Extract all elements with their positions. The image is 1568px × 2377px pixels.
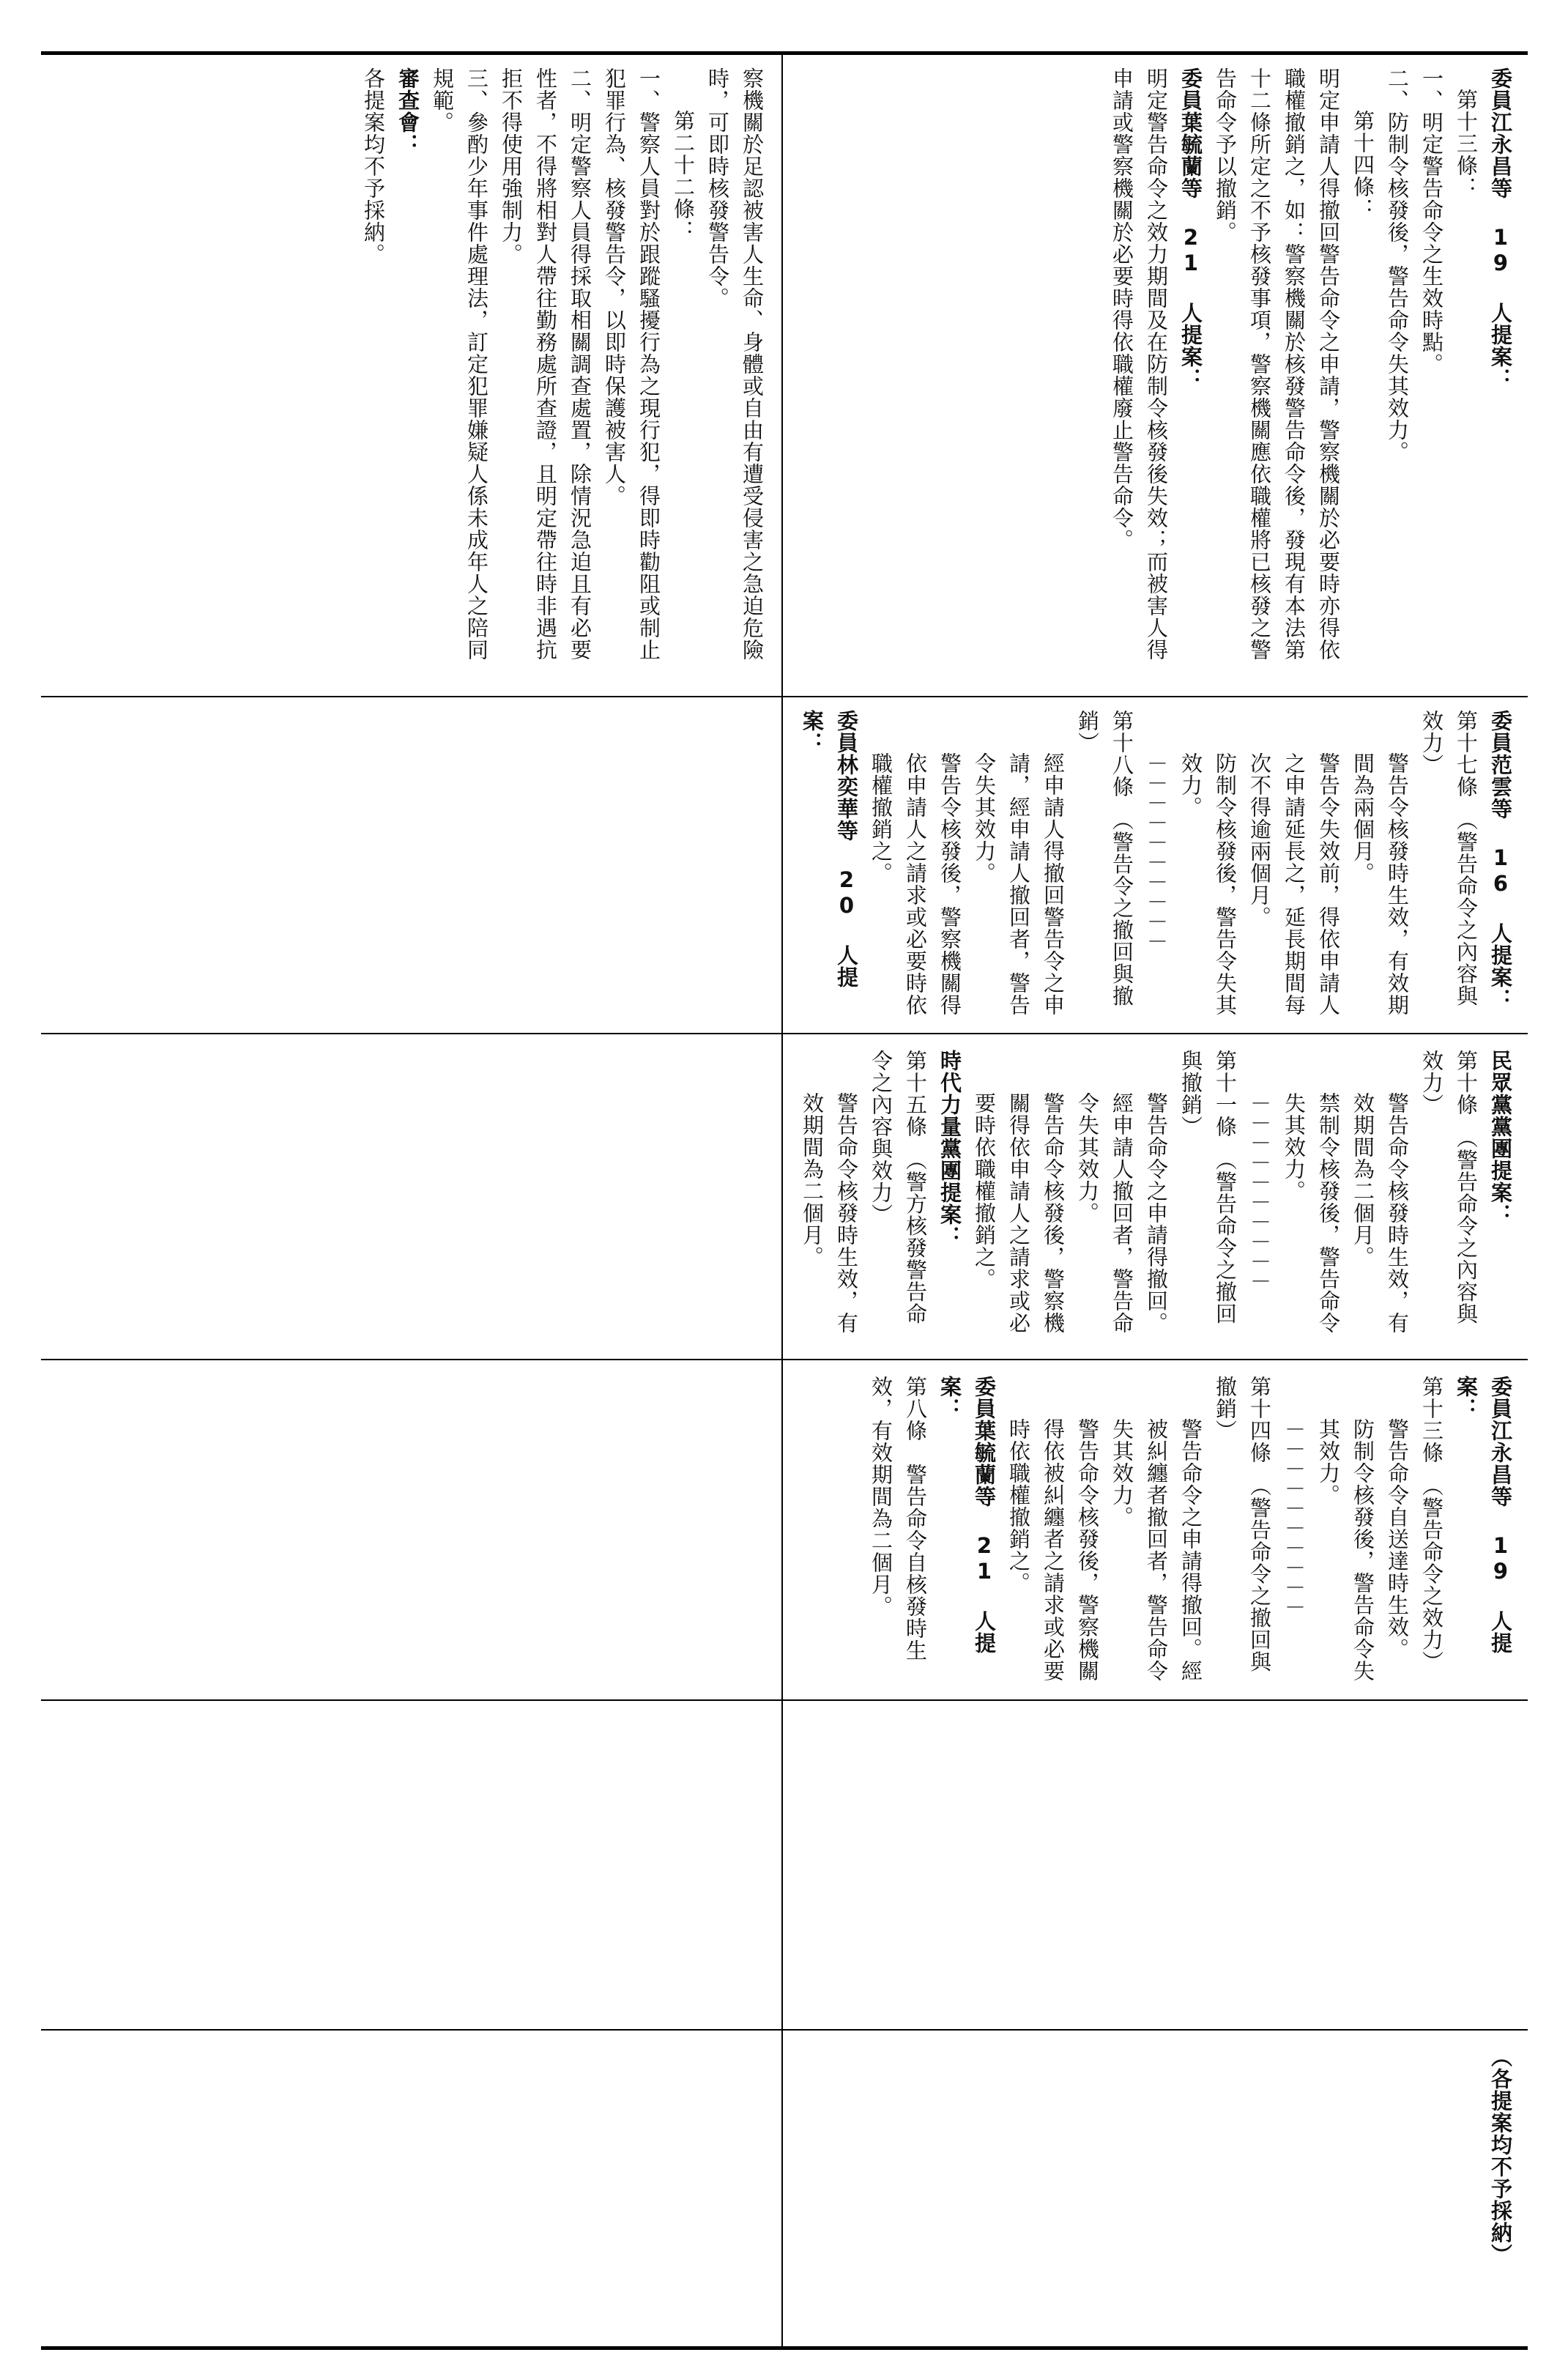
paragraph: 防制令核發後，警告命令失其效力。 — [1316, 1418, 1375, 1682]
paragraph: 警告命令核發時生效，有效期間為二個月。 — [1350, 1092, 1410, 1334]
list-item: 一、明定警告命令之生效時點。 — [1419, 67, 1444, 375]
proposal-heading: 委員范雲等 16 人提案： — [1488, 710, 1513, 1010]
paragraph: 警告命令核發後，警察機關得依申請人之請求或必要時依職權撤銷之。 — [972, 1092, 1066, 1334]
paragraph: 警告令核發時生效，有效期間為兩個月。 — [1350, 752, 1410, 1016]
article-heading: 第十五條 （警方核發警告命令之內容與效力） — [869, 1050, 928, 1325]
proposal-heading: 時代力量黨團提案： — [937, 1050, 962, 1247]
row3-right-cell — [785, 2033, 1525, 2346]
row-divider — [41, 2029, 1528, 2031]
row3a-right-cell — [785, 1703, 1525, 2025]
list-item: 三、參酌少年事件處理法，訂定犯罪嫌疑人係未成年人之陪同規範。 — [430, 67, 489, 661]
article-heading: 第十三條 （警告命令之效力） — [1419, 1376, 1444, 1673]
row1-left-cell — [44, 54, 776, 693]
separator-dashes: －－－－－－－－－－ — [1144, 752, 1169, 950]
proposal-heading: 委員江永昌等 19 人提案： — [1488, 67, 1513, 390]
paragraph: 警告命令核發時生效，有效期間為二個月。 — [800, 1092, 859, 1334]
row2-left-cell-b — [44, 1362, 776, 1696]
paragraph: 經申請人得撤回警告令之申請，經申請人撤回者，警告令失其效力。 — [972, 752, 1066, 1016]
review-text: 各提案均不予採納。 — [361, 67, 386, 265]
paragraph: 警告命令之申請得撤回。經被糾纏者撤回者，警告命令失其效力。 — [1110, 1418, 1203, 1682]
row-divider — [41, 1359, 1528, 1360]
proposal-heading: 民眾黨黨團提案： — [1488, 1050, 1513, 1225]
row-divider — [41, 696, 1528, 697]
row2-left-cell-a — [44, 1037, 776, 1356]
review-heading: 審查會： — [395, 67, 420, 155]
paragraph: 警告命令核發後，警察機關得依被糾纏者之請求或必要時依職權撤銷之。 — [1006, 1418, 1100, 1682]
article-heading: 第十四條： — [1350, 110, 1375, 220]
row-divider — [41, 1033, 1528, 1034]
row2-right-cell-b — [785, 1362, 1525, 1696]
row1b-left-cell — [44, 700, 776, 1029]
article-heading: 第十四條 （警告命令之撤回與撤銷） — [1213, 1376, 1272, 1673]
list-item: 一、警察人員對於跟蹤騷擾行為之現行犯，得即時勸阻或制止犯罪行為、核發警告令，以即時保護被害人。 — [602, 67, 661, 661]
row3a-left-cell — [44, 1703, 776, 2025]
paragraph: 明定申請人得撤回警告命令之申請，警察機關於必要時亦得依職權撤銷之，如：警察機關於核發警告命令後，發現有本法第十二條所定之不予核發事項，警察機關應依職權將已核發之警告命令予以撤銷。 — [1213, 67, 1341, 661]
article-heading: 第十三條： — [1454, 89, 1479, 199]
row-divider — [41, 1699, 1528, 1701]
row1b-right-cell — [785, 700, 1525, 1029]
paragraph: 禁制令核發後，警告命令失其效力。 — [1282, 1092, 1341, 1334]
separator-dashes: －－－－－－－－－－ — [1282, 1418, 1307, 1616]
list-item: 二、明定警察人員得採取相關調查處置，除情況急迫且有必要性者，不得將相對人帶往勤務處所查證，且明定帶往時非遇抗拒不得使用強制力。 — [499, 67, 592, 661]
paragraph: 察機關於足認被害人生命、身體或自由有遭受侵害之急迫危險時，可即時核發警告令。 — [705, 67, 765, 661]
paragraph: 第八條 警告命令自核發時生效，有效期間為二個月。 — [869, 1376, 928, 1661]
proposal-heading: 委員林奕華等 20 人提案： — [800, 710, 859, 988]
column-divider — [781, 51, 783, 2350]
paragraph: 警告令失效前，得依申請人之申請延長之，延長期間每次不得逾兩個月。 — [1247, 752, 1341, 1016]
row3-left-cell — [44, 2033, 776, 2346]
paragraph: 防制令核發後，警告令失其效力。 — [1178, 752, 1238, 1016]
article-heading: 第十七條 （警告命令之內容與效力） — [1419, 710, 1479, 1007]
list-item: 二、防制令核發後，警告命令失其效力。 — [1385, 67, 1410, 463]
paragraph: 警告令核發後，警察機關得依申請人之請求或必要時依職權撤銷之。 — [869, 752, 962, 1016]
paragraph: 警告命令之申請得撤回。經申請人撤回者，警告命令失其效力。 — [1075, 1092, 1169, 1334]
paragraph: 警告命令自送達時生效。 — [1385, 1418, 1410, 1660]
row1-right-cell — [785, 54, 1525, 693]
proposal-heading: 委員葉毓蘭等 21 人提案： — [937, 1376, 997, 1654]
row2-right-cell-a — [785, 1037, 1525, 1356]
proposal-heading: 委員葉毓蘭等 21 人提案： — [1178, 67, 1203, 390]
article-heading: 第二十二條： — [671, 110, 696, 242]
proposal-heading: 委員江永昌等 19 人提案： — [1454, 1376, 1513, 1654]
article-heading: 第十八條 （警告令之撤回與撤銷） — [1075, 710, 1134, 1007]
article-heading: 第十一條 （警告命令之撤回與撤銷） — [1178, 1050, 1238, 1325]
no-adoption-note: （各提案均不予採納） — [1488, 2046, 1513, 2266]
separator-dashes: －－－－－－－－－－ — [1247, 1092, 1272, 1290]
article-heading: 第十條 （警告命令之內容與效力） — [1419, 1050, 1479, 1325]
paragraph: 明定警告命令之效力期間及在防制令核發後失效；而被害人得申請或警察機關於必要時得依職權廢止警告命令。 — [1110, 67, 1169, 661]
